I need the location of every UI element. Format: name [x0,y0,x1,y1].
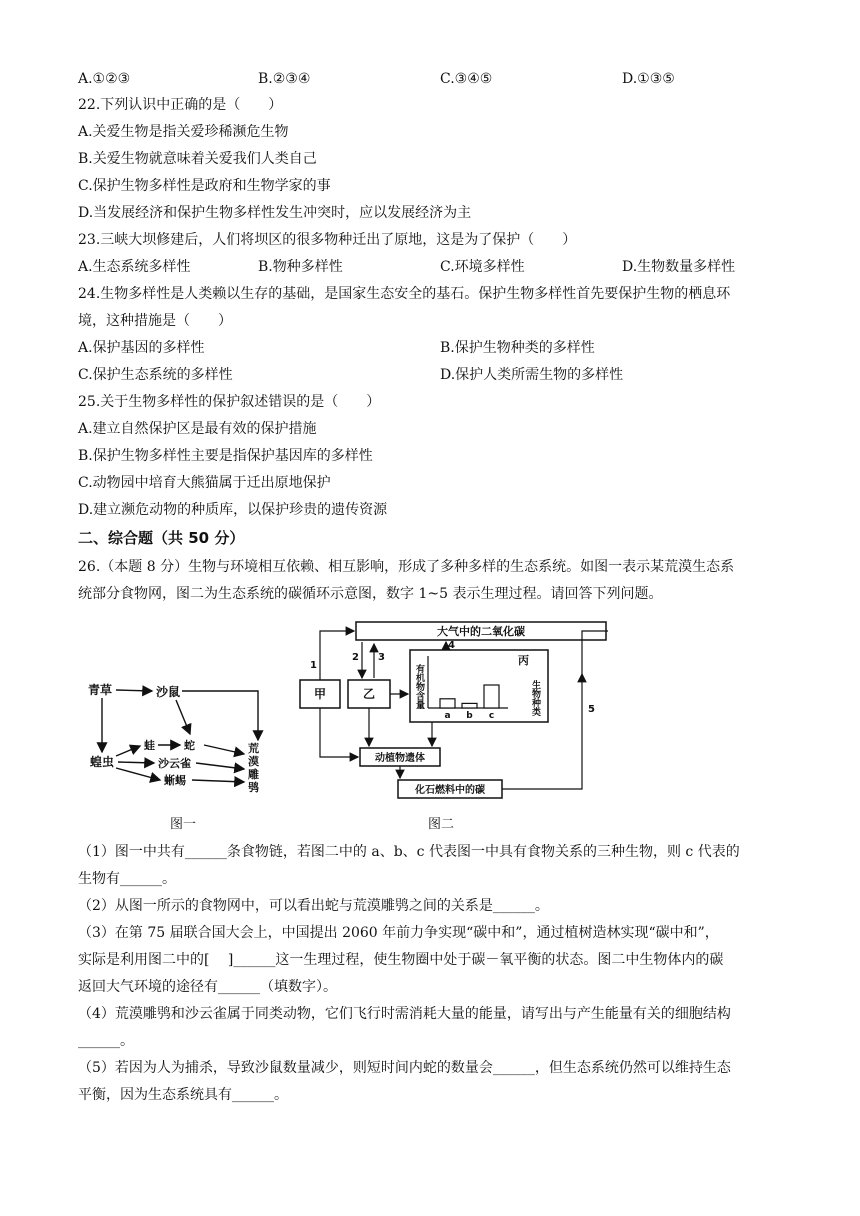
q25-option-b: B.保护生物多样性主要是指保护基因库的多样性 [78,448,373,464]
chart-ylabel-1: 有 [416,665,426,675]
q21-option-b: B.②③④ [258,71,311,87]
chart-ylabel-3: 物 [416,683,426,693]
process-3: 3 [378,652,385,663]
q24-option-c: C.保护生态系统的多样性 [78,367,233,383]
jia-label: 甲 [313,687,327,701]
node-lizard: 蜥蜴 [164,774,186,787]
chart-xlabel-2: 物 [532,690,542,700]
q25-option-a: A.建立自然保护区是最有效的保护措施 [78,421,317,437]
q23-stem: 23.三峡大坝修建后，人们将坝区的很多物种迁出了原地，这是为了保护（ ） [78,232,577,248]
chart-ylabel-5: 量 [416,701,426,711]
node-eagle-2: 漠 [248,755,259,768]
process-4: 4 [448,640,455,651]
node-eagle-4: 鸮 [248,781,259,794]
q25-option-d: D.建立濒危动物的种质库，以保护珍贵的遗传资源 [78,502,388,518]
section-title: 二、综合题（共 50 分） [78,529,245,547]
q26-sub1-line2: 生物有______。 [78,871,176,887]
figure2-carbon-cycle [296,616,614,802]
q24-stem-line1: 24.生物多样性是人类赖以生存的基础，是国家生态安全的基石。保护生物多样性首先要保护生物的栖息环 [78,286,731,302]
q26-sub2: （2）从图一所示的食物网中，可以看出蛇与荒漠雕鸮之间的关系是______。 [78,898,549,914]
q22-option-a: A.关爱生物是指关爱珍稀濒危生物 [78,124,289,140]
yi-label: 乙 [362,687,376,701]
node-locust: 蝗虫 [90,755,115,769]
node-grass: 青草 [88,683,113,697]
figure1-food-web [80,674,280,804]
q22-option-b: B.关爱生物就意味着关爱我们人类自己 [78,151,317,167]
process-5: 5 [588,704,595,715]
node-sandrat: 沙鼠 [156,685,181,699]
q24-option-b: B.保护生物种类的多样性 [440,340,595,356]
bar-c [484,685,499,708]
bing-label: 丙 [518,654,529,667]
q26-sub1-line1: （1）图一中共有______条食物链，若图二中的 a、b、c 代表图一中具有食物关系的三种生物，则 c 代表的 [78,844,740,860]
chart-ylabel-2: 机 [416,674,426,684]
node-frog: 蛙 [144,739,155,752]
node-snake: 蛇 [184,739,195,752]
bar-a [440,699,455,708]
q26-sub4-line1: （4）荒漠雕鸮和沙云雀属于同类动物，它们飞行时需消耗大量的能量，请写出与产生能量有关的细胞结构 [78,1006,731,1022]
q25-option-c: C.动物园中培育大熊猫属于迁出原地保护 [78,475,331,491]
chart-xlabel-3: 种 [532,699,542,709]
chart-xlabel-4: 类 [532,708,542,718]
node-lark: 沙云雀 [158,757,191,770]
q24-stem-line2: 境，这种措施是（ ） [78,313,232,329]
q21-option-d: D.①③⑤ [622,71,675,87]
q25-stem: 25.关于生物多样性的保护叙述错误的是（ ） [78,394,381,410]
q22-option-c: C.保护生物多样性是政府和生物学家的事 [78,178,331,194]
process-1: 1 [310,660,317,671]
figure2-caption: 图二 [428,817,455,832]
bar-b [462,703,477,708]
q24-option-d: D.保护人类所需生物的多样性 [440,367,624,383]
q26-sub3-line2: 实际是利用图二中的[ ]______这一生理过程，使生物圈中处于碳－氧平衡的状态。图二中生物体内的碳 [78,952,724,968]
q22-option-d: D.当发展经济和保护生物多样性发生冲突时，应以发展经济为主 [78,205,472,221]
q26-sub5-line1: （5）若因为人为捕杀，导致沙鼠数量减少，则短时间内蛇的数量会______，但生态系统仍然可以维持生态 [78,1060,731,1076]
q23-option-a: A.生态系统多样性 [78,259,191,275]
q26-sub3-line1: （3）在第 75 届联合国大会上，中国提出 2060 年前力争实现“碳中和”，通过植树造林实现“碳中和”， [78,925,719,941]
remains-label: 动植物遗体 [375,753,425,764]
q26-sub3-line3: 返回大气环境的途径有______（填数字）。 [78,979,337,995]
chart-xlabel-1: 生 [532,681,542,691]
q22-stem: 22.下列认识中正确的是（ ） [78,97,283,113]
atmosphere-label: 大气中的二氧化碳 [437,625,525,638]
q23-option-d: D.生物数量多样性 [622,259,736,275]
q26-intro-line2: 统部分食物网，图二为生态系统的碳循环示意图，数字 1~5 表示生理过程。请回答下列问题。 [78,586,663,602]
q26-sub4-line2: ______。 [78,1033,134,1049]
node-eagle-3: 雕 [248,768,259,781]
q21-option-c: C.③④⑤ [440,71,493,87]
q26-sub5-line2: 平衡，因为生态系统具有______。 [78,1087,288,1103]
process-2: 2 [352,652,359,663]
node-eagle-1: 荒 [248,742,259,755]
q23-option-c: C.环境多样性 [440,259,525,275]
q21-option-a: A.①②③ [78,71,131,87]
figure1-caption: 图一 [170,817,197,832]
q24-option-a: A.保护基因的多样性 [78,340,205,356]
bar-label-b: b [466,711,473,721]
q26-intro-line1: 26.（本题 8 分）生物与环境相互依赖、相互影响，形成了多种多样的生态系统。如图一表示某荒漠生态系 [78,559,735,575]
bar-label-a: a [444,711,451,721]
chart-ylabel-4: 含 [416,692,426,702]
q23-option-b: B.物种多样性 [258,259,343,275]
fossil-label: 化石燃料中的碳 [415,785,485,796]
bar-label-c: c [488,711,495,721]
